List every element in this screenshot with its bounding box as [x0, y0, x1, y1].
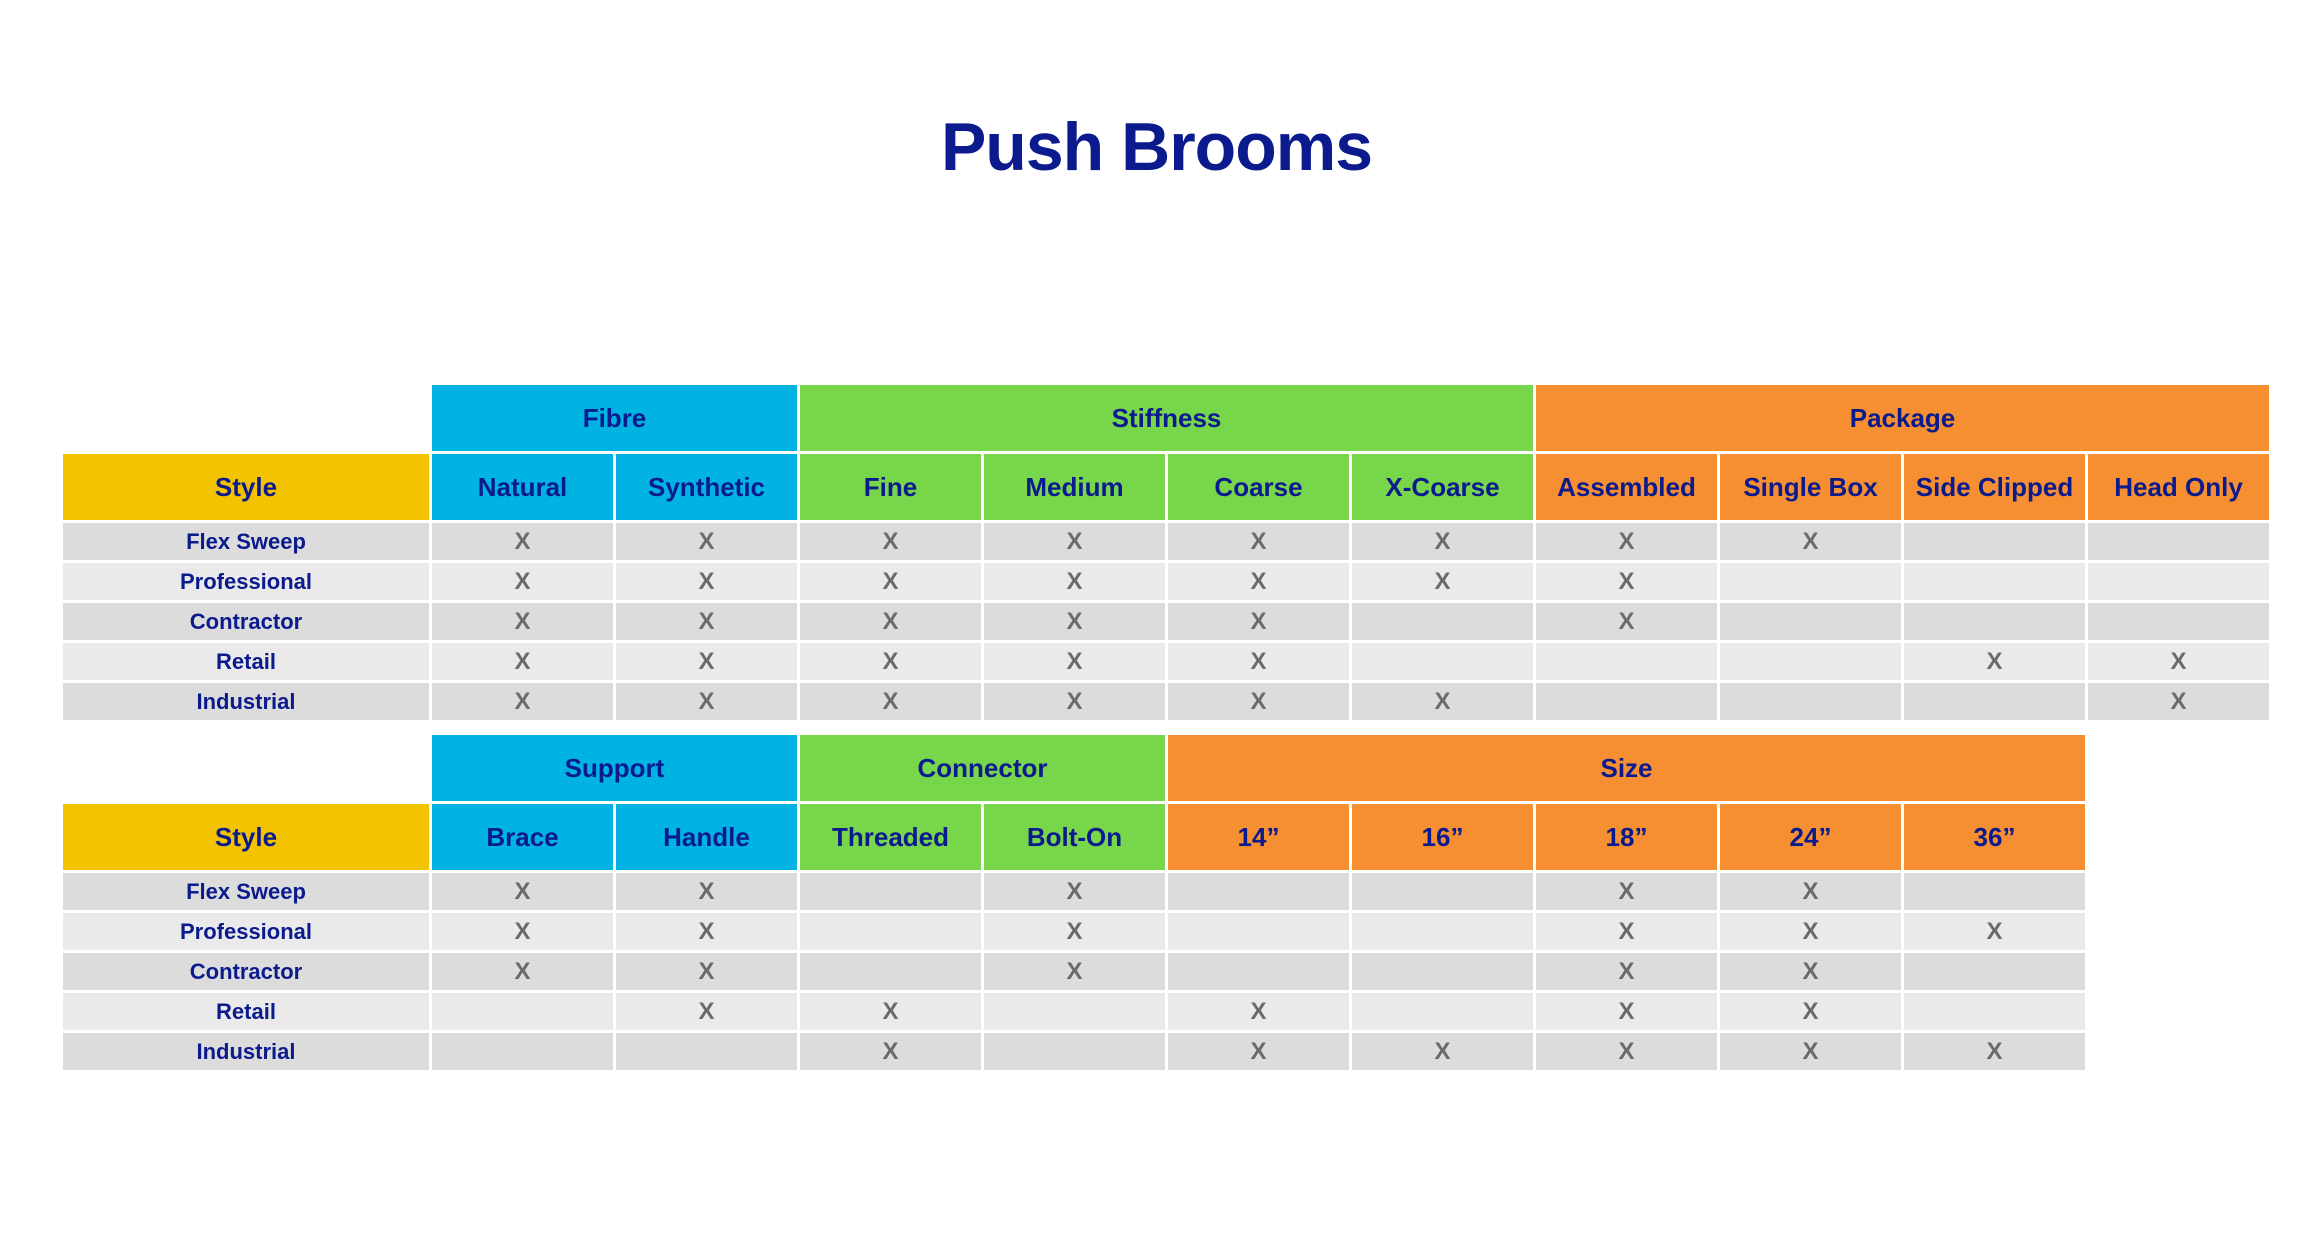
table-cell: X [2088, 683, 2269, 720]
table-cell: X [1536, 523, 1717, 560]
table-cell: X [1168, 563, 1349, 600]
table-cell [1720, 643, 1901, 680]
table-cell [1904, 563, 2085, 600]
table-row [63, 993, 2085, 1030]
table-cell: X [1352, 523, 1533, 560]
table-cell [1168, 913, 1349, 950]
table-cell: X [800, 643, 981, 680]
table-cell [1536, 643, 1717, 680]
table-cell: X [1352, 1033, 1533, 1070]
table-cell: X [1904, 643, 2085, 680]
table-cell: X [616, 603, 797, 640]
table-cell: X [800, 993, 981, 1030]
blank-corner [63, 735, 429, 801]
column-header-14-inch: 14” [1168, 804, 1349, 870]
column-header-side-clipped: Side Clipped [1904, 454, 2085, 520]
table-cell [800, 913, 981, 950]
table-cell [984, 1033, 1165, 1070]
table-cell [1168, 873, 1349, 910]
table-row [63, 913, 2085, 950]
column-header-bolt-on: Bolt-On [984, 804, 1165, 870]
row-label: Contractor [63, 953, 429, 990]
column-header-brace: Brace [432, 804, 613, 870]
row-label: Contractor [63, 603, 429, 640]
table-cell: X [2088, 643, 2269, 680]
group-header-support: Support [432, 735, 797, 801]
table-cell: X [984, 523, 1165, 560]
table-cell [1904, 993, 2085, 1030]
table-cell: X [432, 563, 613, 600]
table-cell [800, 953, 981, 990]
table-cell: X [616, 873, 797, 910]
table-cell [1720, 603, 1901, 640]
table-cell: X [984, 873, 1165, 910]
table-cell [2088, 563, 2269, 600]
table-cell: X [616, 993, 797, 1030]
table-cell: X [616, 643, 797, 680]
column-header-18-inch: 18” [1536, 804, 1717, 870]
row-label: Professional [63, 913, 429, 950]
table-cell: X [800, 523, 981, 560]
table-cell [1904, 873, 2085, 910]
column-header-fine: Fine [800, 454, 981, 520]
table-cell: X [984, 953, 1165, 990]
table-cell: X [1352, 563, 1533, 600]
table-row [63, 953, 2085, 990]
table-cell: X [984, 913, 1165, 950]
table-cell [1536, 683, 1717, 720]
table-cell [984, 993, 1165, 1030]
table-cell: X [800, 603, 981, 640]
table-cell: X [1904, 1033, 2085, 1070]
table-row [63, 1033, 2085, 1070]
column-header-24-inch: 24” [1720, 804, 1901, 870]
table-cell [1904, 683, 2085, 720]
column-header-style: Style [63, 804, 429, 870]
table-cell: X [1536, 953, 1717, 990]
table-cell: X [1720, 913, 1901, 950]
table-cell [432, 993, 613, 1030]
table-cell [1352, 993, 1533, 1030]
table-cell: X [432, 683, 613, 720]
row-label: Industrial [63, 683, 429, 720]
group-header-fibre: Fibre [432, 385, 797, 451]
blank-corner [63, 385, 429, 451]
table-cell [1720, 683, 1901, 720]
column-header-style: Style [63, 454, 429, 520]
table-row [63, 643, 2269, 680]
table-cell: X [984, 643, 1165, 680]
column-header-handle: Handle [616, 804, 797, 870]
table-cell: X [1904, 913, 2085, 950]
table-cell: X [616, 953, 797, 990]
row-label: Flex Sweep [63, 873, 429, 910]
table-cell [1904, 523, 2085, 560]
group-header-size: Size [1168, 735, 2085, 801]
table-cell: X [1720, 523, 1901, 560]
row-label: Industrial [63, 1033, 429, 1070]
table-cell: X [1168, 643, 1349, 680]
table-cell [616, 1033, 797, 1070]
column-header-head-only: Head Only [2088, 454, 2269, 520]
table-cell: X [800, 683, 981, 720]
row-label: Retail [63, 993, 429, 1030]
table-cell [800, 873, 981, 910]
table-cell: X [1168, 603, 1349, 640]
page-title: Push Brooms [940, 109, 1373, 185]
table-cell [1720, 563, 1901, 600]
column-header-x-coarse: X-Coarse [1352, 454, 1533, 520]
table-cell: X [1168, 1033, 1349, 1070]
table-cell: X [1536, 1033, 1717, 1070]
group-header-row [63, 385, 2269, 451]
table-cell: X [1352, 683, 1533, 720]
table-row [63, 563, 2269, 600]
column-header-single-box: Single Box [1720, 454, 1901, 520]
column-header-medium: Medium [984, 454, 1165, 520]
table-cell: X [800, 1033, 981, 1070]
table-cell: X [616, 913, 797, 950]
table-row [63, 523, 2269, 560]
table-cell [432, 1033, 613, 1070]
table-cell: X [432, 873, 613, 910]
table-row [63, 873, 2085, 910]
table-row [63, 683, 2269, 720]
group-header-connector: Connector [800, 735, 1165, 801]
table-cell: X [1720, 1033, 1901, 1070]
table-cell: X [984, 683, 1165, 720]
table-cell [2088, 523, 2269, 560]
column-header-row [63, 804, 2085, 870]
column-header-threaded: Threaded [800, 804, 981, 870]
table-cell [1352, 643, 1533, 680]
column-header-assembled: Assembled [1536, 454, 1717, 520]
table-cell [1168, 953, 1349, 990]
row-label: Professional [63, 563, 429, 600]
table-cell: X [432, 523, 613, 560]
fibre-stiffness-package-table [60, 382, 2272, 723]
column-header-coarse: Coarse [1168, 454, 1349, 520]
table-cell: X [1720, 953, 1901, 990]
table-cell: X [1536, 913, 1717, 950]
table-cell [1352, 953, 1533, 990]
table-cell: X [432, 643, 613, 680]
column-header-16-inch: 16” [1352, 804, 1533, 870]
table-cell [1904, 603, 2085, 640]
group-header-row [63, 735, 2085, 801]
column-header-natural: Natural [432, 454, 613, 520]
group-header-stiffness: Stiffness [800, 385, 1533, 451]
group-header-package: Package [1536, 385, 2269, 451]
table-cell: X [1168, 523, 1349, 560]
table-cell: X [1168, 683, 1349, 720]
table-cell: X [984, 603, 1165, 640]
table-cell: X [1536, 873, 1717, 910]
table-cell [1352, 873, 1533, 910]
table-cell [1904, 953, 2085, 990]
table-cell: X [1536, 603, 1717, 640]
support-connector-size-table [60, 732, 2088, 1073]
row-label: Retail [63, 643, 429, 680]
table-cell: X [616, 683, 797, 720]
table-cell: X [1536, 563, 1717, 600]
table-cell [2088, 603, 2269, 640]
table-row [63, 603, 2269, 640]
column-header-synthetic: Synthetic [616, 454, 797, 520]
table-cell: X [1720, 873, 1901, 910]
table-cell [1352, 603, 1533, 640]
column-header-36-inch: 36” [1904, 804, 2085, 870]
table-cell: X [1720, 993, 1901, 1030]
table-cell: X [984, 563, 1165, 600]
table-cell: X [616, 523, 797, 560]
table-cell [1352, 913, 1533, 950]
table-cell: X [1168, 993, 1349, 1030]
table-cell: X [1536, 993, 1717, 1030]
table-cell: X [432, 953, 613, 990]
table-cell: X [432, 603, 613, 640]
table-cell: X [616, 563, 797, 600]
table-cell: X [800, 563, 981, 600]
row-label: Flex Sweep [63, 523, 429, 560]
table-cell: X [432, 913, 613, 950]
column-header-row [63, 454, 2269, 520]
